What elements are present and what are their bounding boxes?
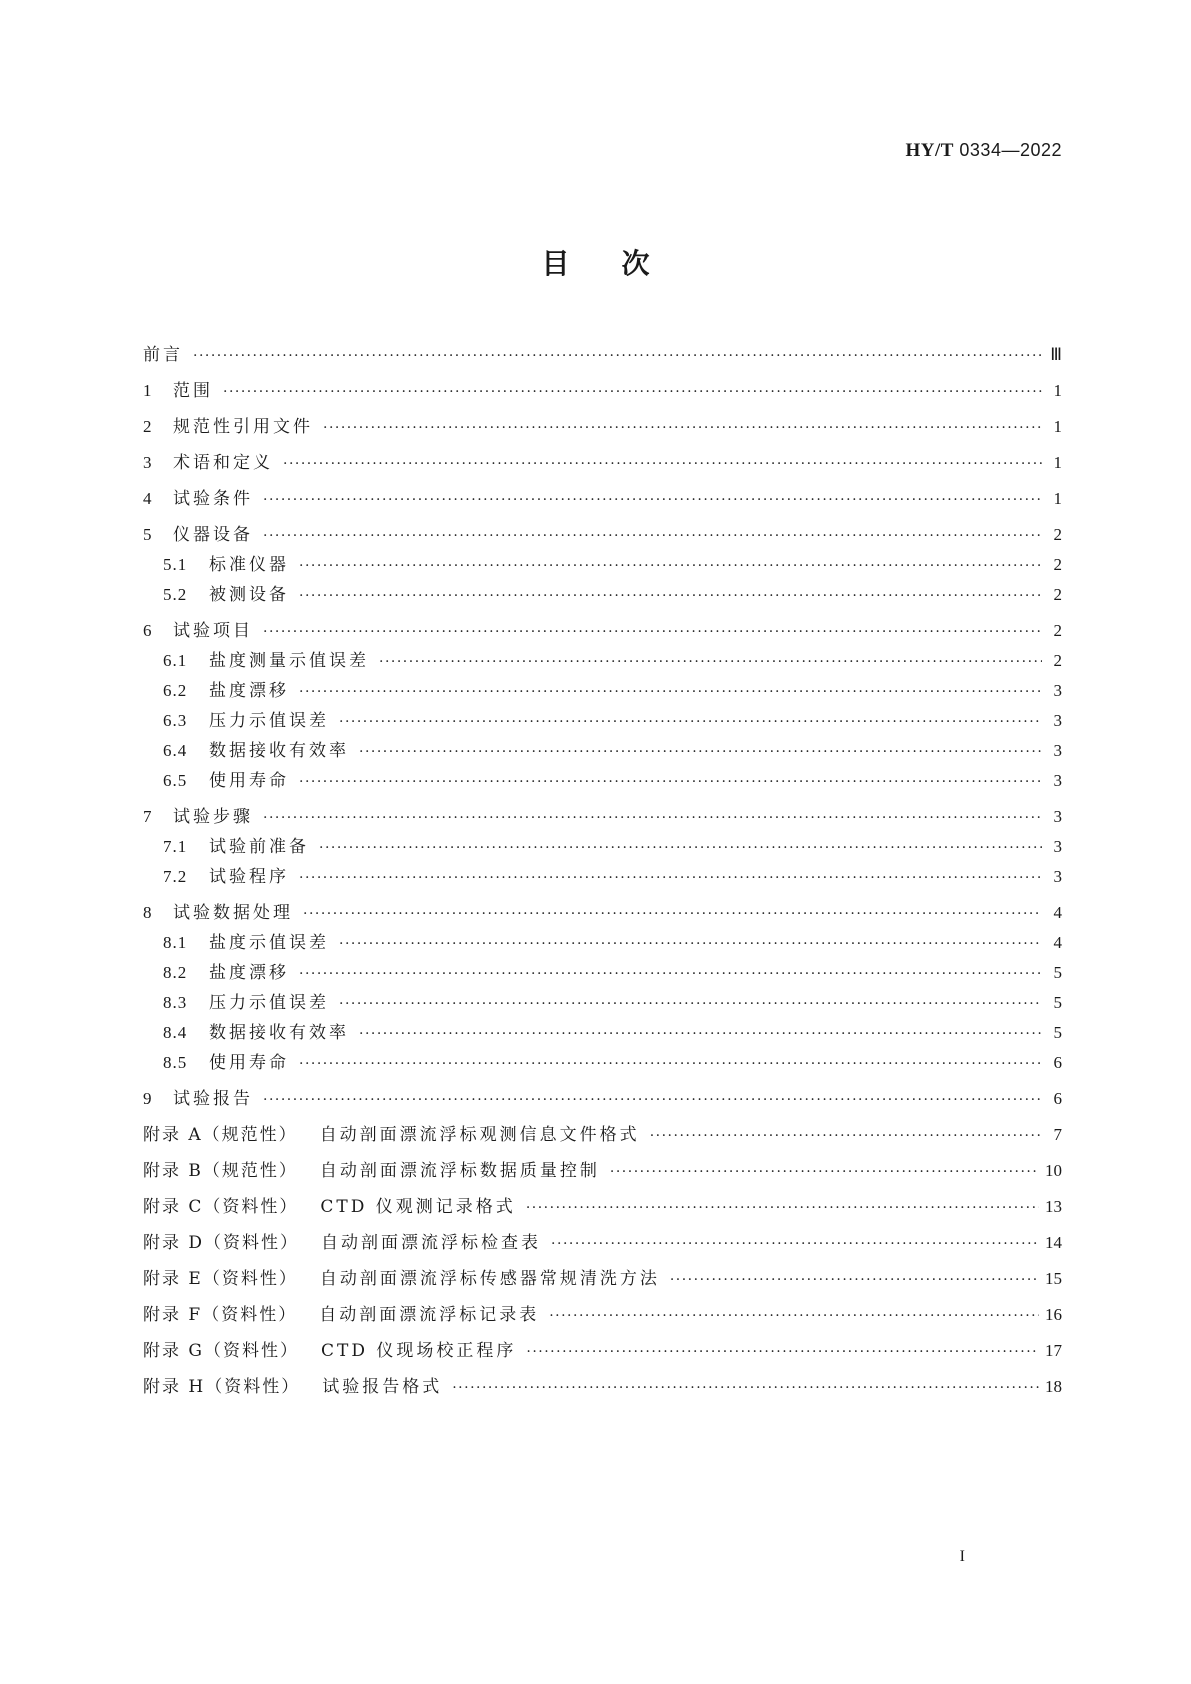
toc-leader-dots [299,1056,1042,1072]
toc-title: 试验报告 [173,1089,253,1109]
toc-leader-dots [263,528,1042,544]
toc-title: 术语和定义 [173,453,273,473]
toc-entry[interactable] [143,1264,1062,1294]
toc-title: 使用寿命 [209,1053,289,1073]
toc-leader-dots [359,744,1042,760]
toc-page-number: 18 [1045,1377,1062,1396]
toc-title: 数据接收有效率 [209,741,349,761]
toc-leader-dots [359,1026,1042,1042]
toc-number: 6.3 [163,711,188,730]
toc-title: 自动剖面漂流浮标观测信息文件格式 [319,1125,640,1145]
toc-leader-dots [299,558,1042,574]
toc-page-number: 15 [1045,1269,1062,1288]
toc-page-number: 14 [1045,1233,1062,1252]
toc-leader-dots [303,906,1042,922]
toc-leader-dots [299,774,1042,790]
toc-leader-dots [299,870,1042,886]
toc-title: 压力示值误差 [209,711,329,731]
page-number: I [959,1548,965,1565]
toc-page-number: 3 [1053,771,1062,790]
toc-number: 7.2 [163,867,188,886]
toc-page-number: 1 [1053,453,1062,472]
toc-entry[interactable] [143,520,1062,550]
toc-page-number: 6 [1053,1053,1062,1072]
toc-leader-dots [551,1236,1039,1252]
toc-entry[interactable] [143,484,1062,514]
toc-title: 盐度漂移 [209,963,289,983]
toc-entry[interactable] [143,1372,1062,1402]
toc-entry[interactable] [143,832,1062,862]
toc-title: 数据接收有效率 [209,1023,349,1043]
toc-page-number: 5 [1053,963,1062,982]
toc-number: 1 [143,381,153,400]
toc-entry[interactable] [143,376,1062,406]
toc-page-number: 3 [1053,741,1062,760]
toc-page-number: 6 [1053,1089,1062,1108]
toc-page-number: 17 [1045,1341,1062,1360]
toc-number: 6 [143,621,153,640]
toc-entry[interactable] [143,1018,1062,1048]
toc-title: 范围 [173,381,213,401]
toc-number: 6.1 [163,651,188,670]
toc-entry[interactable] [143,736,1062,766]
toc-entry[interactable] [143,1192,1062,1222]
toc-entry[interactable] [143,580,1062,610]
toc-title: CTD 仪现场校正程序 [320,1341,517,1361]
toc-entry[interactable] [143,676,1062,706]
toc-annex-label: 附录 E（资料性） [143,1269,298,1289]
toc-title: 试验前准备 [209,837,309,857]
toc-number: 3 [143,453,153,472]
toc-title: 被测设备 [209,585,289,605]
toc-number: 8.1 [163,933,188,952]
toc-page-number: 13 [1045,1197,1062,1216]
toc-leader-dots [263,810,1042,826]
toc-annex-label: 附录 C（资料性） [143,1197,299,1217]
toc-entry[interactable] [143,340,1062,370]
toc-leader-dots [379,654,1042,670]
toc-page-number: 3 [1053,711,1062,730]
page-title: 目次 [541,247,702,280]
toc-leader-dots [610,1164,1039,1180]
toc-title: 试验步骤 [173,807,253,827]
toc-number: 4 [143,489,153,508]
table-of-contents [143,340,1062,1402]
toc-page-number: 3 [1053,681,1062,700]
toc-title: 压力示值误差 [209,993,329,1013]
toc-number: 8.2 [163,963,188,982]
toc-leader-dots [319,840,1042,856]
toc-leader-dots [526,1200,1039,1216]
toc-leader-dots [650,1128,1042,1144]
toc-number: 8.5 [163,1053,188,1072]
toc-title: 试验项目 [173,621,253,641]
toc-page-number: 4 [1053,933,1062,952]
toc-entry[interactable] [143,616,1062,646]
toc-entry[interactable] [143,988,1062,1018]
toc-entry[interactable] [143,1156,1062,1186]
toc-number: 7 [143,807,153,826]
toc-page-number: 2 [1053,585,1062,604]
toc-entry[interactable] [143,1048,1062,1078]
toc-page-number: 4 [1053,903,1062,922]
toc-leader-dots [299,684,1042,700]
toc-leader-dots [323,420,1042,436]
toc-leader-dots [223,384,1042,400]
toc-page-number: 2 [1053,555,1062,574]
toc-number: 6.5 [163,771,188,790]
toc-entry[interactable] [143,1228,1062,1258]
toc-page-number: 3 [1053,867,1062,886]
toc-leader-dots [339,714,1042,730]
toc-number: 8.3 [163,993,188,1012]
toc-title: 试验报告格式 [322,1377,443,1397]
toc-entry[interactable] [143,550,1062,580]
toc-entry[interactable] [143,928,1062,958]
toc-annex-label: 附录 F（资料性） [143,1305,298,1325]
standard-number: 0334—2022 [953,140,1062,160]
toc-title: 前言 [143,345,183,365]
toc-title: 自动剖面漂流浮标数据质量控制 [319,1161,600,1181]
toc-number: 7.1 [163,837,188,856]
toc-entry[interactable] [143,862,1062,892]
toc-leader-dots [283,456,1042,472]
toc-number: 6.4 [163,741,188,760]
toc-title: 试验数据处理 [173,903,293,923]
toc-number: 2 [143,417,153,436]
toc-annex-label: 附录 D（资料性） [143,1233,300,1253]
toc-title: 自动剖面漂流浮标传感器常规清洗方法 [319,1269,660,1289]
toc-page-number: 10 [1045,1161,1062,1180]
toc-page-number: 16 [1045,1305,1062,1324]
toc-entry[interactable] [143,706,1062,736]
toc-leader-dots [263,492,1042,508]
standard-prefix: HY/T [905,140,954,161]
toc-number: 5 [143,525,153,544]
toc-number: 5.1 [163,555,188,574]
standard-code [905,140,1062,162]
toc-leader-dots [299,588,1042,604]
toc-page-number: 2 [1053,621,1062,640]
toc-title: 仪器设备 [173,525,253,545]
toc-annex-label: 附录 A（规范性） [143,1125,298,1145]
toc-annex-label: 附录 G（资料性） [143,1341,299,1361]
toc-leader-dots [263,624,1042,640]
toc-leader-dots [549,1308,1039,1324]
toc-title: 试验程序 [209,867,289,887]
toc-entry[interactable] [143,766,1062,796]
toc-leader-dots [339,996,1042,1012]
toc-page-number: 5 [1053,1023,1062,1042]
toc-title: 使用寿命 [209,771,289,791]
toc-leader-dots [526,1344,1039,1360]
toc-page-number: 1 [1053,381,1062,400]
toc-entry[interactable] [143,412,1062,442]
toc-entry[interactable] [143,646,1062,676]
toc-title: 标准仪器 [209,555,289,575]
toc-title: 自动剖面漂流浮标记录表 [319,1305,540,1325]
toc-number: 5.2 [163,585,188,604]
toc-leader-dots [193,348,1042,364]
toc-page-number: 5 [1053,993,1062,1012]
toc-page-number: 3 [1053,837,1062,856]
toc-leader-dots [299,966,1042,982]
toc-leader-dots [452,1380,1039,1396]
toc-title: 规范性引用文件 [173,417,313,437]
toc-title: CTD 仪观测记录格式 [320,1197,516,1217]
toc-entry[interactable] [143,1336,1062,1366]
toc-entry[interactable] [143,958,1062,988]
toc-title: 盐度测量示值误差 [209,651,369,671]
toc-page-number: Ⅲ [1050,345,1062,364]
toc-title: 盐度漂移 [209,681,289,701]
toc-page-number: 3 [1053,807,1062,826]
toc-entry[interactable] [143,898,1062,928]
toc-leader-dots [670,1272,1039,1288]
toc-title: 试验条件 [173,489,253,509]
toc-number: 8 [143,903,153,922]
toc-title: 盐度示值误差 [209,933,329,953]
toc-number: 9 [143,1089,153,1108]
toc-leader-dots [339,936,1042,952]
toc-page-number: 1 [1053,489,1062,508]
toc-annex-label: 附录 B（规范性） [143,1161,298,1181]
toc-title: 自动剖面漂流浮标检查表 [321,1233,542,1253]
toc-leader-dots [263,1092,1042,1108]
toc-page-number: 7 [1053,1125,1062,1144]
toc-entry[interactable] [143,1300,1062,1330]
toc-page-number: 1 [1053,417,1062,436]
toc-entry[interactable] [143,1084,1062,1114]
toc-entry[interactable] [143,802,1062,832]
toc-entry[interactable] [143,448,1062,478]
toc-number: 6.2 [163,681,188,700]
toc-entry[interactable] [143,1120,1062,1150]
toc-page-number: 2 [1053,651,1062,670]
toc-number: 8.4 [163,1023,188,1042]
toc-annex-label: 附录 H（资料性） [143,1377,301,1397]
toc-page-number: 2 [1053,525,1062,544]
